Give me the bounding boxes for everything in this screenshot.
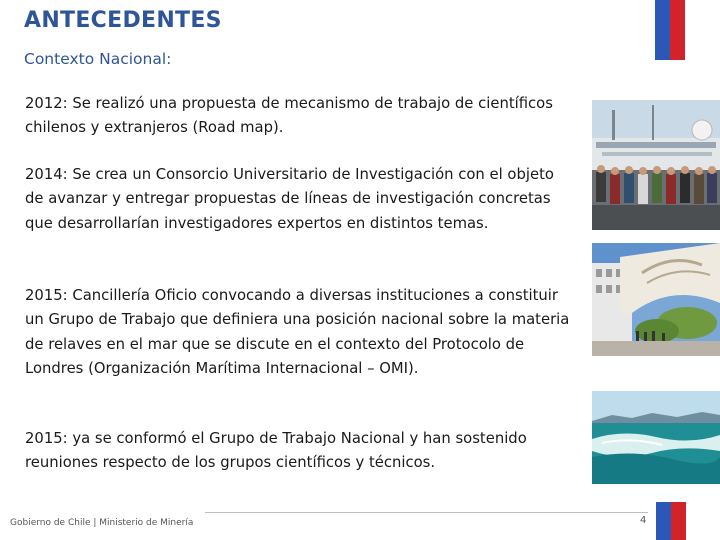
paragraph-text: ya se conformó el Grupo de Trabajo Nacional y han sostenido reuniones respecto de los grupos científicos y técnicos. — [25, 430, 527, 472]
flag-red-band — [670, 0, 685, 60]
ocean-wave-photo — [592, 391, 720, 484]
paragraph-year: 2012: — [25, 95, 68, 112]
paragraph-2015-a — [25, 284, 570, 381]
flag-blue-band — [655, 0, 670, 60]
paragraph-text: Se realizó una propuesta de mecanismo de trabajo de científicos chilenos y extranjeros (Road map). — [25, 95, 553, 137]
paragraph-year: 2014: — [25, 166, 68, 183]
university-building-photo — [592, 243, 720, 356]
ship-group-photo — [592, 100, 720, 230]
flag-stripe-bottom — [656, 502, 686, 540]
paragraph-year: 2015: — [25, 430, 68, 447]
page-title: ANTECEDENTES — [24, 8, 222, 33]
paragraph-text: Se crea un Consorcio Universitario de Investigación con el objeto de avanzar y entregar propuestas de líneas de investigación concretas que desarrollarían investigadores expertos en distintos temas. — [25, 166, 554, 232]
page-number: 4 — [640, 515, 647, 526]
paragraph-2015-b — [25, 427, 570, 476]
paragraph-text: Cancillería Oficio convocando a diversas instituciones a constituir un Grupo de Trabajo que definiera una posición nacional sobre la materia de relaves en el mar que se discute en el contexto del Protocolo de Londres (Organización Marítima Internacional – OMI). — [25, 287, 570, 377]
flag-red-band — [671, 502, 686, 540]
page-subtitle: Contexto Nacional: — [24, 50, 172, 68]
footer-divider — [205, 512, 648, 513]
paragraph-2012 — [25, 92, 570, 141]
footer-organization: Gobierno de Chile | Ministerio de Minería — [10, 518, 194, 528]
flag-blue-band — [656, 502, 671, 540]
flag-stripe-top — [655, 0, 685, 60]
paragraph-2014 — [25, 163, 570, 236]
paragraph-year: 2015: — [25, 287, 68, 304]
